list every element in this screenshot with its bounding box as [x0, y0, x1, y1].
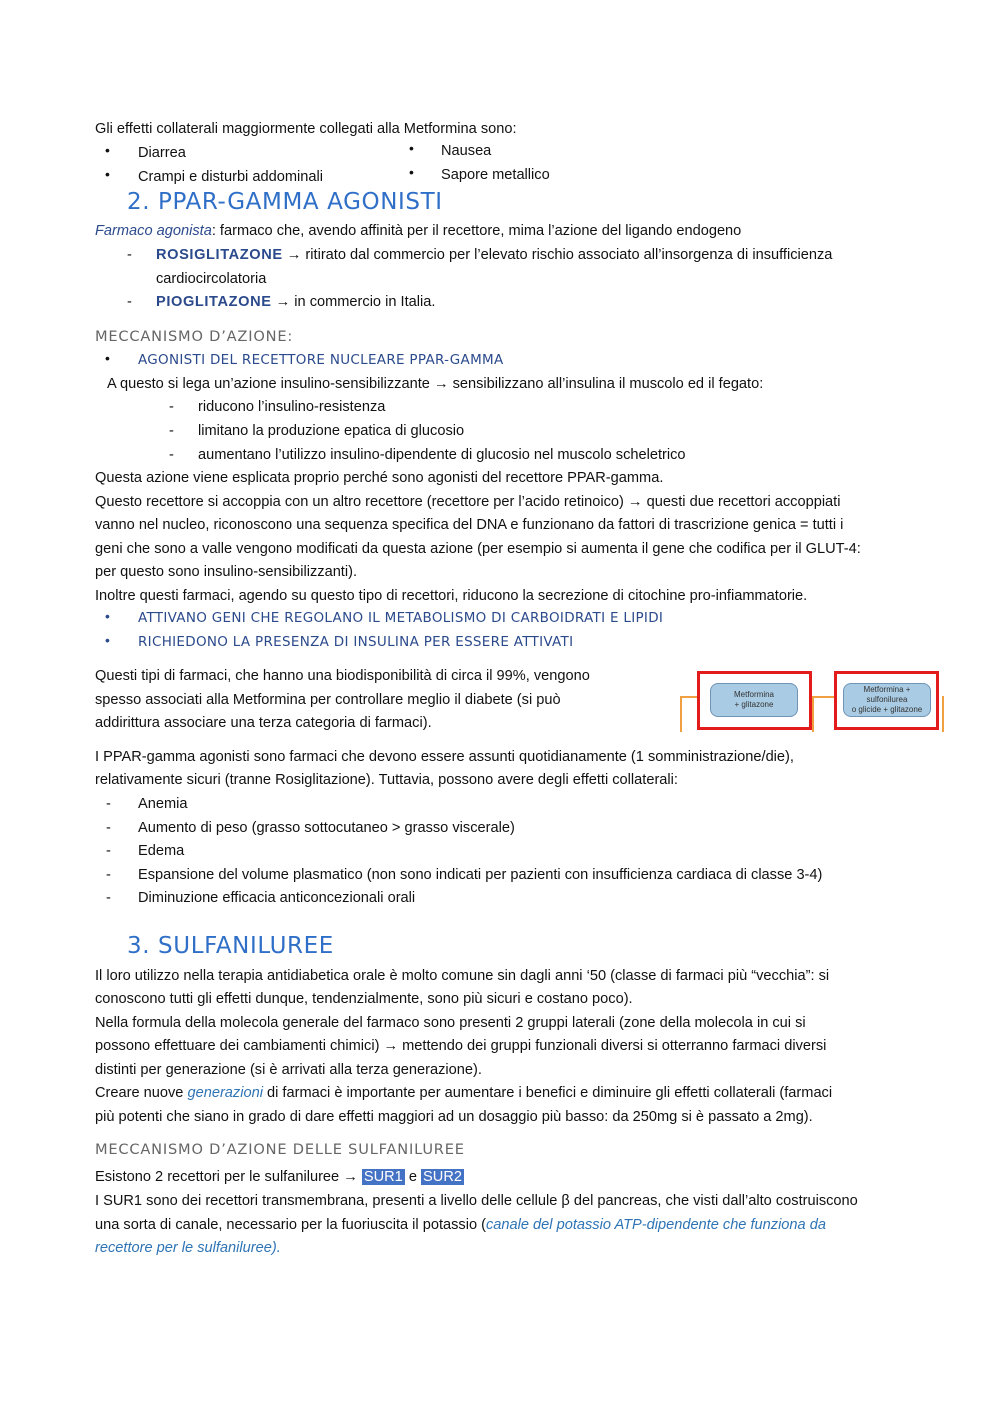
paragraph-line: Questi tipi di farmaci, che hanno una biodisponibilità di circa il 99%, vengono [95, 668, 590, 684]
bullet-icon: • [105, 166, 110, 182]
effect-item: Crampi e disturbi addominali [138, 169, 323, 185]
paragraph-line: relativamente sicuri (tranne Rosiglitazione). Tuttavia, possono avere degli effetti collaterali: [95, 772, 678, 788]
drug-item [156, 291, 435, 314]
definition-text: : farmaco che, avendo affinità per il recettore, mima l’azione del ligando endogeno [211, 223, 742, 239]
paragraph-line: Questo recettore si accoppia con un altro recettore (recettore per l’acido retinoico) → questi due recettori accoppiati [95, 494, 841, 510]
text-span: una sorta di canale, necessario per la fuoriuscita il potassio ( [95, 1217, 486, 1233]
definition-line [95, 220, 741, 243]
section-heading-sulfaniluree: 3. SULFANILUREE [127, 933, 334, 959]
paragraph-line: vanno nel nucleo, riconoscono una sequenza specifica del DNA e funzionano da fattori di trascrizione genica = tutti i [95, 517, 844, 533]
paragraph-line: conoscono tutti gli effetti dunque, tendenzialmente, sono più sicuri e costano poco). [95, 991, 633, 1007]
drug-text: → ritirato dal commercio per l’elevato rischio associato all’insorgenza di insufficienza [282, 247, 833, 263]
combination-figure [680, 668, 950, 734]
text-span: e [404, 1169, 422, 1185]
paragraph-line: possono effettuare dei cambiamenti chimici) → mettendo dei gruppi funzionali diversi si otterranno farmaci diversi [95, 1038, 827, 1054]
mechanism-bullet: AGONISTI DEL RECETTORE NUCLEARE PPAR-GAMMA [138, 352, 504, 368]
pill-label: Metformina [733, 690, 774, 699]
dash-icon: - [106, 843, 111, 859]
metformina-intro: Gli effetti collaterali maggiormente collegati alla Metformina sono: [95, 121, 517, 137]
dash-icon: - [169, 399, 174, 415]
dash-icon: - [106, 867, 111, 883]
paragraph-line: distinti per generazione (si è arrivati alla terza generazione). [95, 1062, 482, 1078]
dash-icon: - [169, 423, 174, 439]
text-span: Esistono 2 recettori per le sulfaniluree → [95, 1169, 362, 1185]
mechanism-bullet: ATTIVANO GENI CHE REGOLANO IL METABOLISMO DI CARBOIDRATI E LIPIDI [138, 610, 664, 626]
paragraph-line: I PPAR-gamma agonisti sono farmaci che devono essere assunti quotidianamente (1 somministrazione/die), [95, 749, 794, 765]
side-effect-item: Diminuzione efficacia anticoncezionali orali [138, 890, 416, 906]
paragraph-line: per questo sono insulino-sensibilizzanti). [95, 564, 358, 580]
paragraph-line: Nella formula della molecola generale del farmaco sono presenti 2 gruppi laterali (zone della molecola in cui si [95, 1015, 806, 1031]
generazioni-link[interactable]: generazioni [187, 1085, 263, 1101]
side-effect-item: Anemia [138, 796, 188, 812]
paragraph-line [95, 1082, 832, 1105]
drug-text-cont: cardiocircolatoria [156, 271, 267, 287]
drug-name: PIOGLITAZONE [156, 294, 272, 310]
dash-icon: - [127, 247, 132, 263]
drug-item [156, 244, 832, 267]
drug-name: ROSIGLITAZONE [156, 247, 283, 263]
mechanism-item: riducono l’insulino-resistenza [198, 399, 386, 415]
dash-icon: - [106, 820, 111, 836]
combination-box [834, 671, 939, 730]
sur-line [95, 1166, 464, 1189]
effect-item: Nausea [441, 143, 492, 159]
bullet-icon: • [105, 608, 110, 624]
connector-line [680, 696, 697, 698]
paragraph: Inoltre questi farmaci, agendo su questo tipo di recettori, riducono la secrezione di citochine pro-infiammatorie. [95, 588, 808, 604]
effect-item: Sapore metallico [441, 167, 550, 183]
bullet-icon: • [105, 142, 110, 158]
connector-line [812, 696, 834, 698]
definition-term: Farmaco agonista [95, 223, 212, 239]
combination-pill [710, 683, 798, 717]
italic-note: canale del potassio ATP-dipendente che funziona da [486, 1217, 826, 1233]
combination-pill [843, 683, 931, 717]
dash-icon: - [106, 890, 111, 906]
mechanism-bullet: RICHIEDONO LA PRESENZA DI INSULINA PER ESSERE ATTIVATI [138, 634, 574, 650]
pill-label: + glitazone [734, 700, 774, 709]
connector-line [680, 696, 682, 732]
pill-label: Metformina + sulfonilurea [863, 685, 911, 704]
section-heading-ppar: 2. PPAR-GAMMA AGONISTI [127, 189, 443, 215]
text-span: di farmaci è importante per aumentare i benefici e diminuire gli effetti collaterali (farmaci [262, 1085, 833, 1101]
dash-icon: - [106, 796, 111, 812]
side-effect-item: Espansione del volume plasmatico (non sono indicati per pazienti con insufficienza cardiaca di classe 3-4) [138, 867, 823, 883]
paragraph-line: geni che sono a valle vengono modificati da questa azione (per esempio si aumenta il gene che codifica per il GLUT-4: [95, 541, 861, 557]
pill-label: o glicide + glitazone [851, 705, 923, 714]
mechanism-item: limitano la produzione epatica di glucosio [198, 423, 465, 439]
bullet-icon: • [409, 140, 414, 156]
mechanism-heading: MECCANISMO D’AZIONE: [95, 328, 294, 345]
sur2-highlight: SUR2 [423, 1169, 462, 1185]
sur1-highlight: SUR1 [363, 1169, 403, 1185]
paragraph-line: più potenti che siano in grado di dare effetti maggiori ad un dosaggio più basso: da 250mg si è passato a 2mg). [95, 1109, 813, 1125]
paragraph-line: addirittura associare una terza categoria di farmaci). [95, 715, 432, 731]
combination-box [697, 671, 812, 730]
drug-text: → in commercio in Italia. [271, 294, 436, 310]
mechanism-item: aumentano l’utilizzo insulino-dipendente di glucosio nel muscolo scheletrico [198, 447, 686, 463]
connector-line [942, 696, 944, 732]
connector-line [812, 696, 814, 732]
dash-icon: - [127, 294, 132, 310]
dash-icon: - [169, 447, 174, 463]
paragraph-line: Il loro utilizzo nella terapia antidiabetica orale è molto comune sin dagli anni ‘50 (classe di farmaci più “vecchia”: si [95, 968, 830, 984]
side-effect-item: Edema [138, 843, 185, 859]
bullet-icon: • [409, 164, 414, 180]
paragraph: Questa azione viene esplicata proprio perché sono agonisti del recettore PPAR-gamma. [95, 470, 664, 486]
mechanism-heading: MECCANISMO D’AZIONE DELLE SULFANILUREE [95, 1141, 465, 1158]
paragraph-line: spesso associati alla Metformina per controllare meglio il diabete (si può [95, 692, 561, 708]
bullet-icon: • [105, 632, 110, 648]
italic-note: recettore per le sulfaniluree). [95, 1240, 281, 1256]
text-span: Creare nuove [95, 1085, 188, 1101]
paragraph-line [95, 1214, 826, 1237]
effect-item: Diarrea [138, 145, 186, 161]
bullet-icon: • [105, 350, 110, 366]
paragraph-line: I SUR1 sono dei recettori transmembrana, presenti a livello delle cellule β del pancreas, che visti dall’alto costruiscono [95, 1193, 858, 1209]
mechanism-intro: A questo si lega un’azione insulino-sensibilizzante → sensibilizzano all’insulina il muscolo ed il fegato: [107, 376, 764, 392]
side-effect-item: Aumento di peso (grasso sottocutaneo > grasso viscerale) [138, 820, 515, 836]
